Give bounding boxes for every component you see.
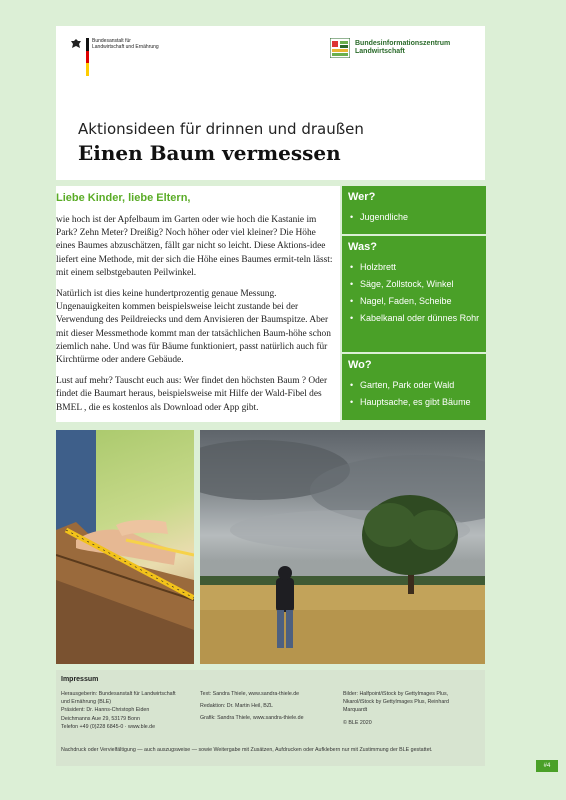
- wer-heading: Wer?: [348, 191, 376, 203]
- impressum-title: Impressum: [61, 676, 99, 683]
- was-item: • Nagel, Faden, Scheibe: [348, 295, 480, 307]
- paragraph-2: Natürlich ist dies keine hundertprozentig genaue Messung. Ungenauigkeiten kommen beispielsweise leicht zustande bei der Verwendung des Peildreiecks und dem Anvisieren der Baumspitze. Aber mit dieser Messmethode kommt man der tatsächlichen Baum-höhe schon ziemlich nahe. Und was für Bäume funktioniert, passt natürlich auch für Kirchtürme oder andere Gebäude.: [56, 289, 331, 366]
- page-title: Einen Baum vermessen: [78, 141, 341, 165]
- wer-box: [342, 186, 486, 234]
- bzl-name-line-1: Bundesinformationszentrum: [355, 40, 451, 47]
- was-item: • Säge, Zollstock, Winkel: [348, 278, 480, 290]
- body-text-card: [56, 186, 340, 422]
- ble-name-line-2: Landwirtschaft und Ernährung: [92, 44, 159, 50]
- impressum-credits: [200, 690, 330, 723]
- ble-name-line-1: Bundesanstalt für: [92, 38, 131, 44]
- photo-child-measuring-illustration: [56, 430, 194, 664]
- bzl-name-line-2: Landwirtschaft: [355, 48, 405, 55]
- ble-logo: [70, 38, 159, 76]
- impressum: [56, 670, 485, 766]
- wer-item: • Jugendliche: [348, 211, 480, 223]
- was-item: • Holzbrett: [348, 261, 480, 273]
- impressum-line: Redaktion: Dr. Martin Heil, BZL: [200, 703, 274, 710]
- paragraph-3: Lust auf mehr? Tauscht euch aus: Wer findet den höchsten Baum ? Oder findet die Baumart heraus, beispielsweise mit Hilfe der Wald-Fibel des BMEL , die es kostenlos als Download oder App gibt.: [56, 376, 328, 413]
- greeting: Liebe Kinder, liebe Eltern,: [56, 192, 191, 204]
- page-subtitle: Aktionsideen für drinnen und draußen: [78, 120, 364, 138]
- eagle-icon: [70, 38, 82, 50]
- bzl-logo: [330, 38, 450, 58]
- wo-item: • Garten, Park oder Wald: [348, 379, 480, 391]
- was-heading: Was?: [348, 241, 377, 253]
- photo-child-measuring: [56, 430, 194, 664]
- wo-box: [342, 354, 486, 420]
- page-number: #4: [536, 760, 558, 772]
- wo-item: • Hauptsache, es gibt Bäume: [348, 396, 480, 408]
- impressum-line: Marquardt: [343, 707, 368, 714]
- impressum-line: und Ernährung (BLE): [61, 699, 112, 706]
- photo-tree-field-illustration: [200, 430, 485, 664]
- impressum-line: Herausgeberin: Bundesanstalt für Landwirtschaft: [61, 691, 176, 697]
- impressum-footer: Nachdruck oder Vervielfältigung — auch auszugsweise — sowie Weitergabe mit Zusätzen, Aufdrucken oder Aufklebern nur mit Zustimmung der BLE gestattet.: [61, 747, 433, 753]
- was-item: • Kabelkanal oder dünnes Rohr: [348, 312, 480, 324]
- impressum-line: Nkarol/iStock by GettyImages Plus, Reinhard: [343, 699, 449, 706]
- wo-heading: Wo?: [348, 359, 372, 371]
- bzl-logo-icon: [330, 38, 350, 58]
- header-card: [56, 26, 485, 180]
- impressum-line: © BLE 2020: [343, 719, 372, 726]
- impressum-line: Bilder: Halfpoint/iStock by GettyImages Plus,: [343, 691, 449, 697]
- impressum-line: Grafik: Sandra Thiele, www.sandra-thiele.de: [200, 715, 304, 722]
- impressum-line: Telefon +49 (0)228 6845-0 · www.ble.de: [61, 723, 156, 730]
- was-box: [342, 236, 486, 352]
- impressum-line: Text: Sandra Thiele, www.sandra-thiele.de: [200, 691, 300, 697]
- impressum-publisher: [61, 690, 201, 731]
- impressum-line: Deichmanns Aue 29, 53179 Bonn: [61, 715, 140, 722]
- impressum-line: Präsident: Dr. Hanns-Christoph Eiden: [61, 707, 150, 714]
- paragraph-1: wie hoch ist der Apfelbaum im Garten oder wie hoch die Kastanie im Park? Zehn Meter? Dreißig? Noch höher oder viel kleiner? Die Höhe eines Baumes abzuschätzen, fällt gar nicht so leicht. Diese Aktions-idee liefert eine Methode, mit der sich die Höhe eines Baumes ermit-teln lässt: mit einem selbstgebauten Peilwinkel.: [56, 215, 333, 278]
- impressum-images: [343, 690, 481, 727]
- photo-tree-field: [200, 430, 485, 664]
- german-flag-icon: [86, 38, 89, 76]
